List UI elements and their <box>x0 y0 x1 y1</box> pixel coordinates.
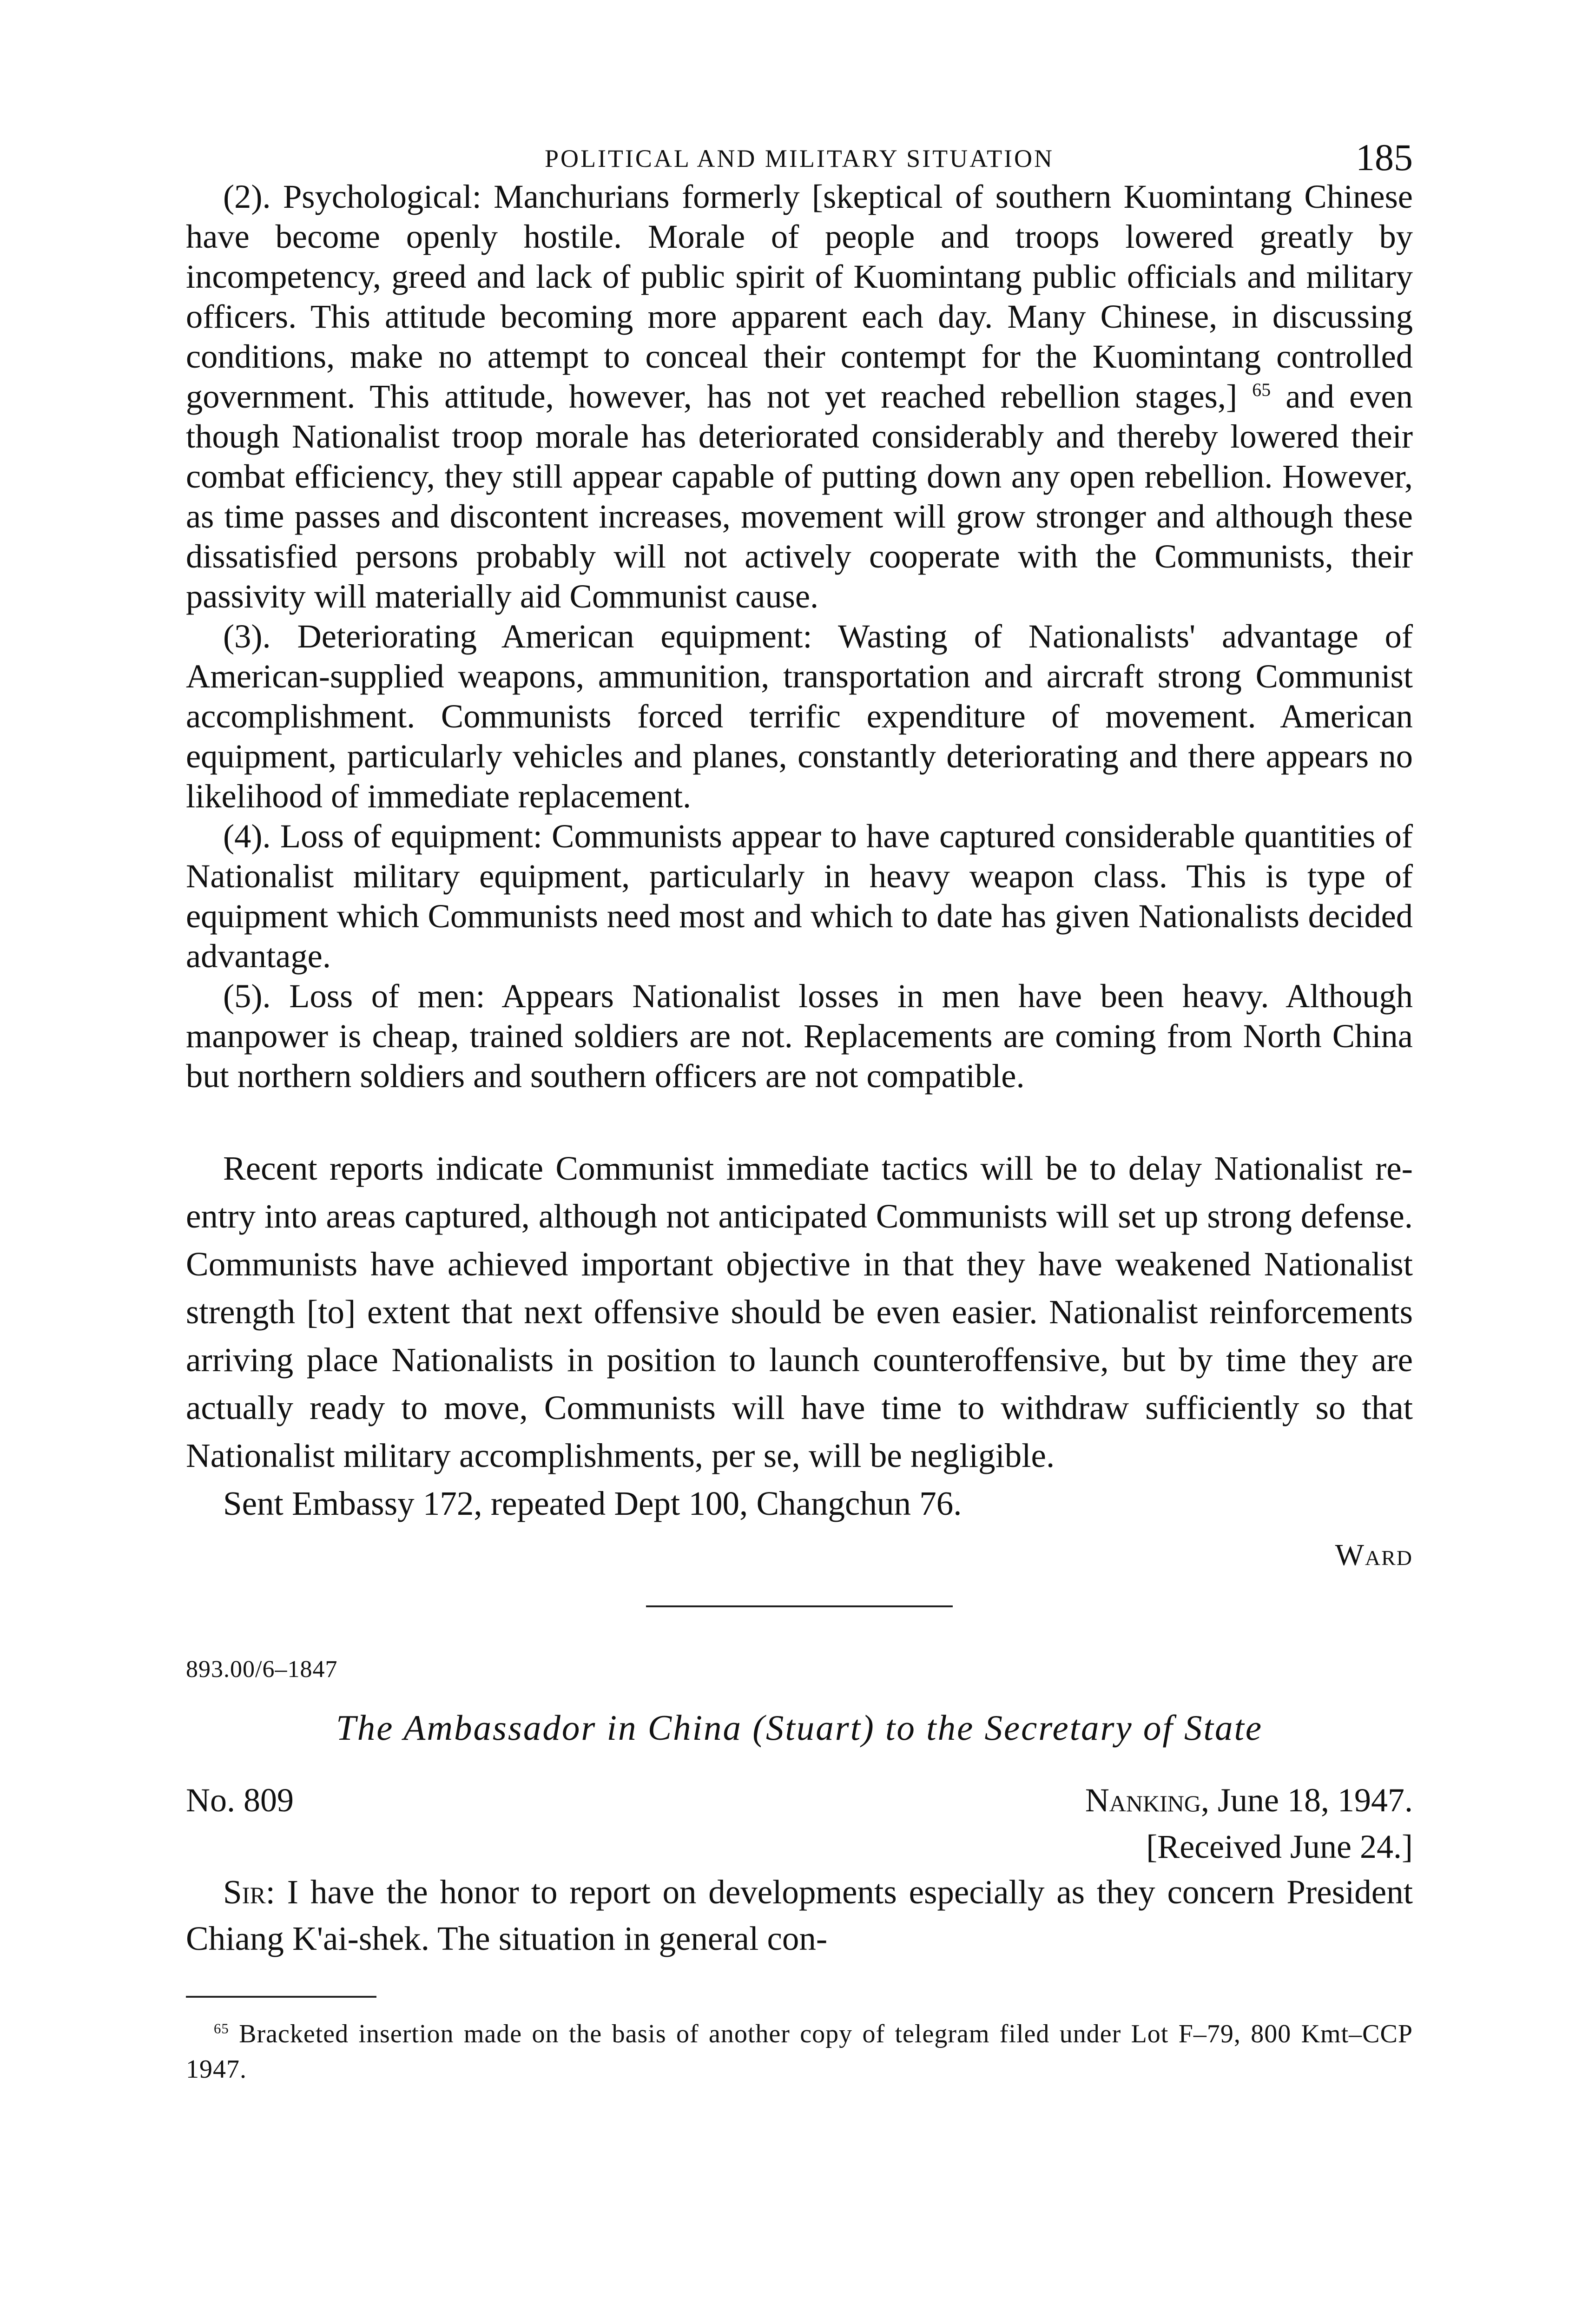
signature: Ward <box>1335 1538 1413 1572</box>
running-title: POLITICAL AND MILITARY SITUATION <box>544 145 1055 172</box>
paragraph-psychological-text: (2). Psychological: Manchurians formerly [skeptical of southern Kuomintang Chinese have become openly hostile. Morale of people and troops lowered greatly by incompetency, greed and lack of public spirit of Kuomintang public officials and military officers. This attitude becoming more apparent each day. Many Chinese, in discussing conditions, make no attempt to conceal their contempt for the Kuomintang controlled government. This attitude, however, has not yet reached rebellion stages,] <box>186 178 1413 415</box>
running-head <box>186 112 1413 177</box>
dispatch-opening <box>186 1869 1413 1962</box>
salutation: Sir: <box>223 1873 275 1911</box>
dispatch-date: June 18, 1947. <box>1209 1782 1413 1819</box>
footnote-divider <box>186 1996 376 1998</box>
paragraph-psychological-continuation: and even though Nationalist troop morale has deteriorated considerably and thereby lowered their combat efficiency, they still appear capable of putting down any open rebellion. However, as time passes and discontent increases, movement will grow stronger and although these dissatisfied persons probably will not actively cooperate with the Communists, their passivity will materially aid Communist cause. <box>186 377 1413 615</box>
section-divider <box>646 1605 953 1607</box>
file-number: 893.00/6–1847 <box>186 1656 338 1683</box>
document-page <box>186 112 1413 2324</box>
paragraph-loss-of-men: (5). Loss of men: Appears Nationalist losses in men have been heavy. Although manpower is cheap, trained soldiers are not. Replacements are coming from North China but northern soldiers and southern officers are not compatible. <box>186 977 1413 1095</box>
dispatch-header <box>186 1781 1413 1826</box>
paragraph-psychological <box>186 177 1413 616</box>
sent-line: Sent Embassy 172, repeated Dept 100, Changchun 76. <box>223 1485 962 1522</box>
document-title: The Ambassador in China (Stuart) to the Secretary of State <box>336 1708 1263 1748</box>
dispatch-place-date <box>1085 1781 1413 1820</box>
footnote-number: 65 <box>214 2020 229 2037</box>
dispatch-place: Nanking, <box>1085 1782 1210 1819</box>
footnote-text: Bracketed insertion made on the basis of another copy of telegram filed under Lot F–79, 800 Kmt–CCP 1947. <box>186 2020 1413 2084</box>
paragraph-american-equipment: (3). Deteriorating American equipment: Wasting of Nationalists' advantage of American-supplied weapons, ammunition, transportation and aircraft strong Communist accomplishment. Communists forced terrific expenditure of movement. American equipment, particularly vehicles and planes, constantly deteriorating and there appears no likelihood of immediate replacement. <box>186 617 1413 815</box>
received-date: [Received June 24.] <box>1146 1828 1413 1865</box>
page-number: 185 <box>1356 136 1413 178</box>
dispatch-number: No. 809 <box>186 1782 294 1819</box>
paragraph-loss-of-equipment: (4). Loss of equipment: Communists appear to have captured considerable quantities of Nationalist military equipment, particularly in heavy weapon class. This is type of equipment which Communists need most and which to date has given Nationalists decided advantage. <box>186 817 1413 975</box>
opening-text: I have the honor to report on developments especially as they concern President Chiang K'ai-shek. The situation in general con- <box>186 1873 1413 1957</box>
footnote <box>186 2016 1413 2087</box>
paragraph-recent-reports: Recent reports indicate Communist immediate tactics will be to delay Nationalist re-entry into areas captured, although not anticipated Communists will set up strong defense. Communists have achieved important objective in that they have weakened Nationalist strength [to] extent that next offensive should be even easier. Nationalist reinforcements arriving place Nationalists in position to launch counteroffensive, but by time they are actually ready to move, Communists will have time to withdraw sufficiently so that Nationalist military accomplishments, per se, will be negligible. <box>186 1149 1413 1474</box>
footnote-ref: 65 <box>1252 379 1271 400</box>
